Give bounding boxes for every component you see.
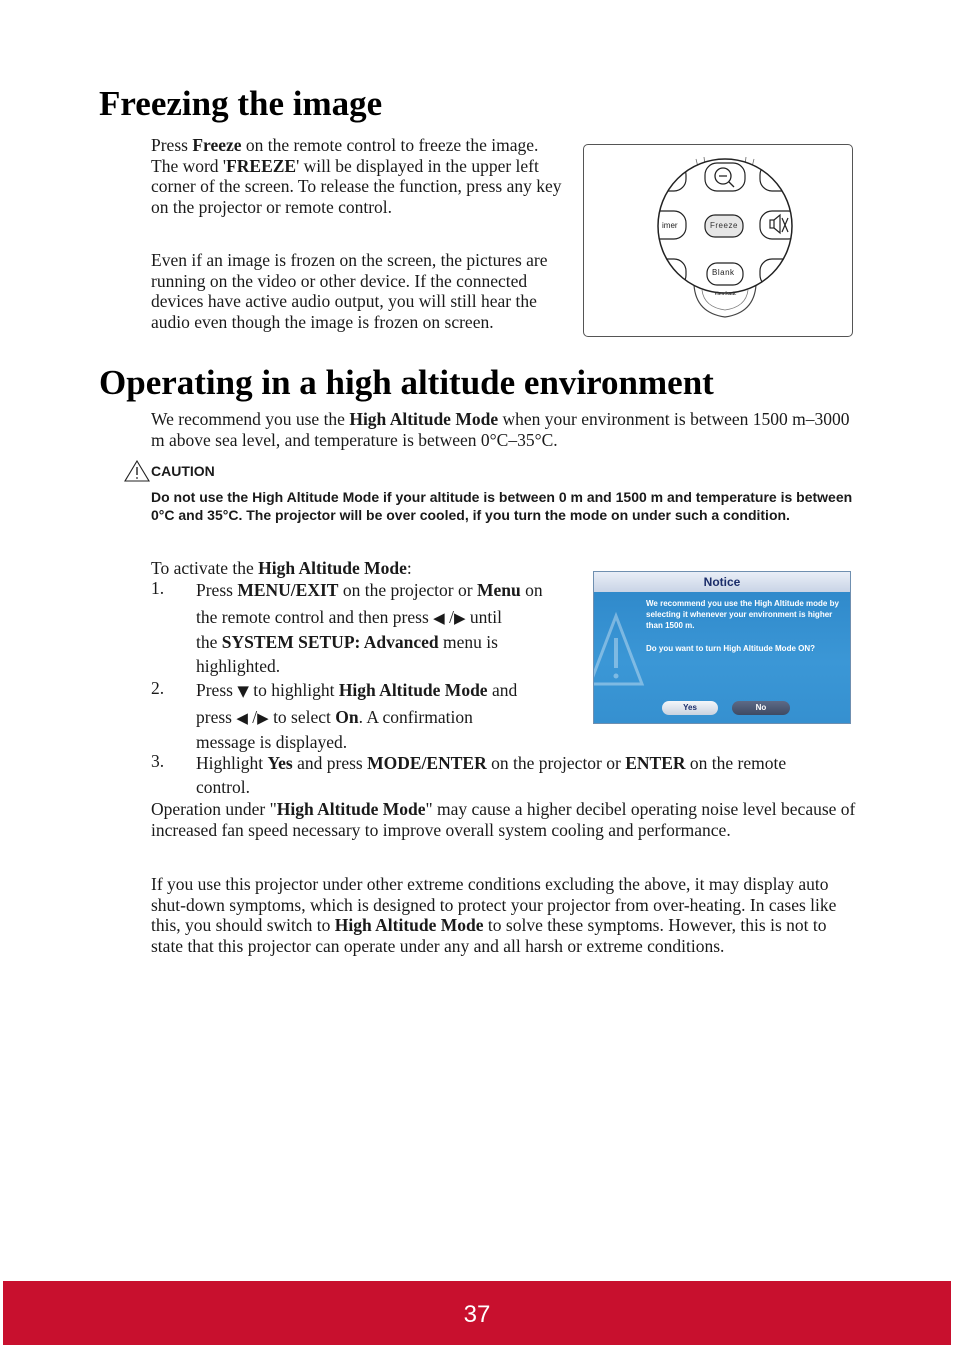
timer-button-label: imer	[662, 221, 678, 230]
caution-label: CAUTION	[151, 463, 215, 479]
left-arrow-icon: ◀	[433, 609, 445, 627]
activate-instruction: To activate the High Altitude Mode:	[151, 558, 412, 578]
freeze-paragraph-2: Even if an image is frozen on the screen, the pictures are running on the video or other device. If the connected devices have active audio output, you will still hear the audio even though the image is frozen on screen.	[151, 250, 548, 332]
remote-control-drawing	[584, 145, 853, 337]
down-arrow-icon: ▼	[237, 682, 249, 700]
viewsonic-logo: ViewSonic	[714, 292, 737, 297]
right-arrow-icon: ▶	[453, 609, 466, 627]
notice-dialog-title: Notice	[594, 572, 850, 592]
notice-message-1: We recommend you use the High Altitude mode by selecting it whenever your environment is higher than 1500 m.	[646, 599, 839, 630]
noise-paragraph: Operation under "High Altitude Mode" may cause a higher decibel operating noise level because of increased fan speed necessary to improve overall system cooling and performance.	[151, 799, 856, 840]
freeze-button-label: Freeze	[710, 221, 738, 230]
step-2-line-1: Press ▼ to highlight High Altitude Mode and	[196, 680, 518, 700]
step-2-number: 2.	[151, 678, 165, 698]
notice-dialog	[593, 571, 851, 724]
step-2	[196, 678, 581, 754]
step-1-line-4: highlighted.	[196, 656, 281, 676]
altitude-intro: We recommend you use the High Altitude Mode when your environment is between 1500 m–3000 m above sea level, and temperature is between 0°C–35°C.	[151, 409, 850, 450]
section-title-freezing: Freezing the image	[99, 84, 383, 123]
step-2-line-3: message is displayed.	[196, 732, 348, 752]
no-button[interactable]: No	[732, 701, 790, 715]
section-title-high-altitude: Operating in a high altitude environment	[99, 363, 714, 402]
freeze-paragraph-1: Press Freeze on the remote control to freeze the image. The word 'FREEZE' will be displayed in the upper left corner of the screen. To release the function, press any key on the projector or remote control.	[151, 135, 562, 217]
warning-icon	[593, 612, 646, 692]
remote-control-illustration	[583, 144, 853, 337]
warning-icon	[124, 460, 150, 482]
step-1-line-3: the SYSTEM SETUP: Advanced menu is	[196, 632, 498, 652]
step-3-line-1: Highlight Yes and press MODE/ENTER on the projector or ENTER on the remote	[196, 753, 787, 773]
step-1-number: 1.	[151, 578, 165, 598]
step-2-line-2: press ◀ /▶ to select On. A confirmation	[196, 707, 473, 727]
step-3-number: 3.	[151, 751, 165, 771]
extreme-conditions-paragraph: If you use this projector under other extreme conditions excluding the above, it may display auto shut-down symptoms, which is designed to protect your projector from over-heating. In cases like this, you should switch to High Altitude Mode to solve these symptoms. However, this is not to state that this projector can operate under any and all harsh or extreme conditions.	[151, 874, 837, 956]
step-1-line-2: the remote control and then press ◀ /▶ until	[196, 607, 502, 627]
yes-button[interactable]: Yes	[662, 701, 718, 715]
page-footer	[3, 1281, 951, 1345]
left-arrow-icon: ◀	[236, 709, 248, 727]
right-arrow-icon: ▶	[257, 709, 269, 727]
blank-button-label: Blank	[712, 268, 735, 277]
caution-text: Do not use the High Altitude Mode if your altitude is between 0 m and 1500 m and temperature is between 0°C and 35°C. The projector will be over cooled, if you turn the mode on under such a condition.	[151, 489, 853, 523]
notice-message-2: Do you want to turn High Altitude Mode ON?	[646, 644, 816, 653]
step-3	[196, 751, 861, 799]
step-1-line-1: Press MENU/EXIT on the projector or Menu on	[196, 580, 543, 600]
step-3-line-2: control.	[196, 777, 250, 797]
step-1	[196, 578, 581, 678]
page-number: 37	[463, 1301, 491, 1328]
